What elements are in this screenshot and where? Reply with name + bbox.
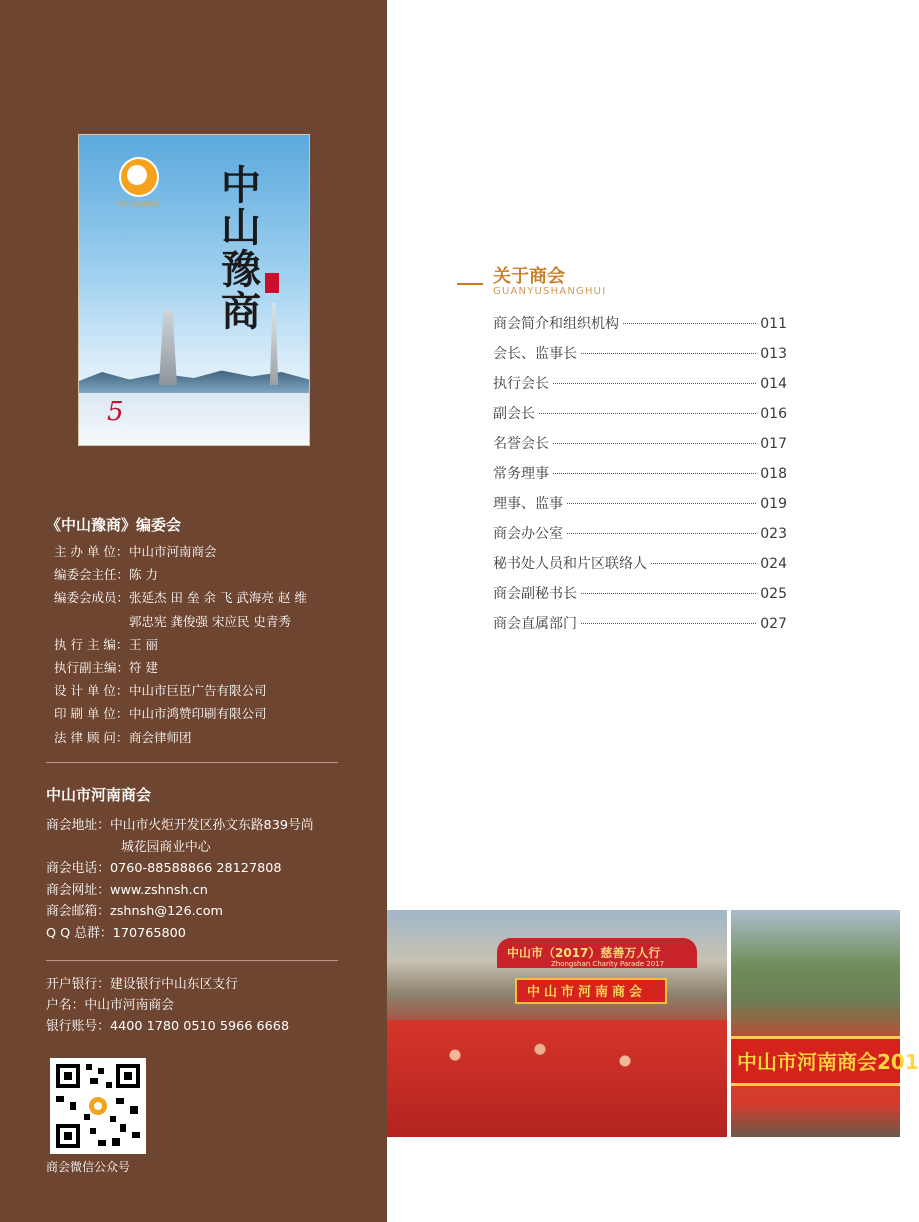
board-row: 执行副主编： 符 建 — [54, 660, 158, 676]
cover-title: 中山豫商 — [221, 162, 263, 335]
board-row: 郭忠宪 龚俊强 宋应民 史青秀 — [129, 613, 291, 629]
contact-info — [46, 815, 314, 944]
board-row: 编委会主任： 陈 力 — [54, 567, 158, 583]
board-row: 编委会成员： 张延杰 田 垒 余 飞 武海亮 赵 维 — [54, 590, 307, 606]
toc-item[interactable]: 名誉会长 017 — [493, 436, 787, 452]
account-number: 银行账号：4400 1780 0510 5966 6668 — [46, 1019, 290, 1034]
toc-item[interactable]: 商会直属部门 027 — [493, 616, 787, 632]
group-outing-photo — [731, 910, 919, 1137]
board-row: 设 计 单 位： 中山市巨臣广告有限公司 — [54, 683, 267, 699]
divider — [46, 960, 338, 961]
wechat-qr-code-icon — [50, 1058, 146, 1154]
section-title: 关于商会 — [493, 266, 565, 287]
charity-parade-photo — [387, 910, 727, 1137]
toc-item[interactable]: 商会副秘书长 025 — [493, 586, 787, 602]
email-link[interactable]: 商会邮箱：zshnsh@126.com — [46, 904, 223, 919]
toc-item[interactable]: 理事、监事 019 — [493, 496, 787, 512]
table-of-contents — [493, 313, 787, 643]
editorial-board-list — [54, 540, 307, 749]
board-row: 印 刷 单 位： 中山市鸿赞印刷有限公司 — [54, 706, 267, 722]
divider — [46, 762, 338, 763]
toc-item[interactable]: 秘书处人员和片区联络人 024 — [493, 556, 787, 572]
website-link[interactable]: 商会网址：www.zshnsh.cn — [46, 882, 208, 898]
toc-item[interactable]: 商会简介和组织机构 011 — [493, 316, 787, 332]
crowd — [387, 1020, 727, 1137]
banner-text: 中山市河南商会201 — [737, 1050, 919, 1074]
board-row: 执 行 主 编： 王 丽 — [54, 636, 158, 652]
editorial-board-title: 《中山豫商》编委会 — [46, 516, 182, 534]
sidebar — [0, 0, 387, 1222]
toc-item[interactable]: 常务理事 018 — [493, 466, 787, 482]
bank-info — [46, 974, 289, 1037]
qr-caption: 商会微信公众号 — [46, 1160, 131, 1174]
board-row: 主 办 单 位： 中山市河南商会 — [54, 544, 217, 559]
cover-stamp — [265, 273, 279, 293]
board-row: 法 律 顾 问： 商会律师团 — [54, 729, 192, 745]
phone: 商会电话：0760-88588866 28127808 — [46, 861, 282, 876]
magazine-cover-image — [78, 134, 310, 446]
toc-item[interactable]: 商会办公室 023 — [493, 526, 787, 542]
arch-title: 中山市（2017）慈善万人行 — [507, 946, 661, 960]
qq-group: Q Q 总群：170765800 — [46, 925, 186, 941]
toc-item[interactable]: 执行会长 014 — [493, 376, 787, 392]
toc-item[interactable]: 会长、监事长 013 — [493, 346, 787, 362]
arch-subtitle: Zhongshan Charity Parade 2017 — [551, 960, 665, 968]
address: 商会地址：中山市火炬开发区孙文东路839号尚 — [46, 818, 314, 833]
bank-name: 开户银行：建设银行中山东区支行 — [46, 977, 238, 992]
org-name: 中山市河南商会 — [46, 786, 152, 804]
address-continued: 城花园商业中心 — [121, 839, 211, 855]
banner-text: 中山市河南商会 — [527, 985, 647, 1000]
account-name: 户名：中山市河南商会 — [46, 998, 174, 1013]
toc-item[interactable]: 副会长 016 — [493, 406, 787, 422]
section-accent-line — [457, 283, 483, 285]
cover-tower — [153, 310, 183, 385]
anniversary-mark: 5 — [107, 397, 124, 427]
section-subtitle: GUANYUSHANGHUI — [493, 286, 607, 297]
cover-publisher: 中山市河南商会 — [117, 201, 160, 208]
